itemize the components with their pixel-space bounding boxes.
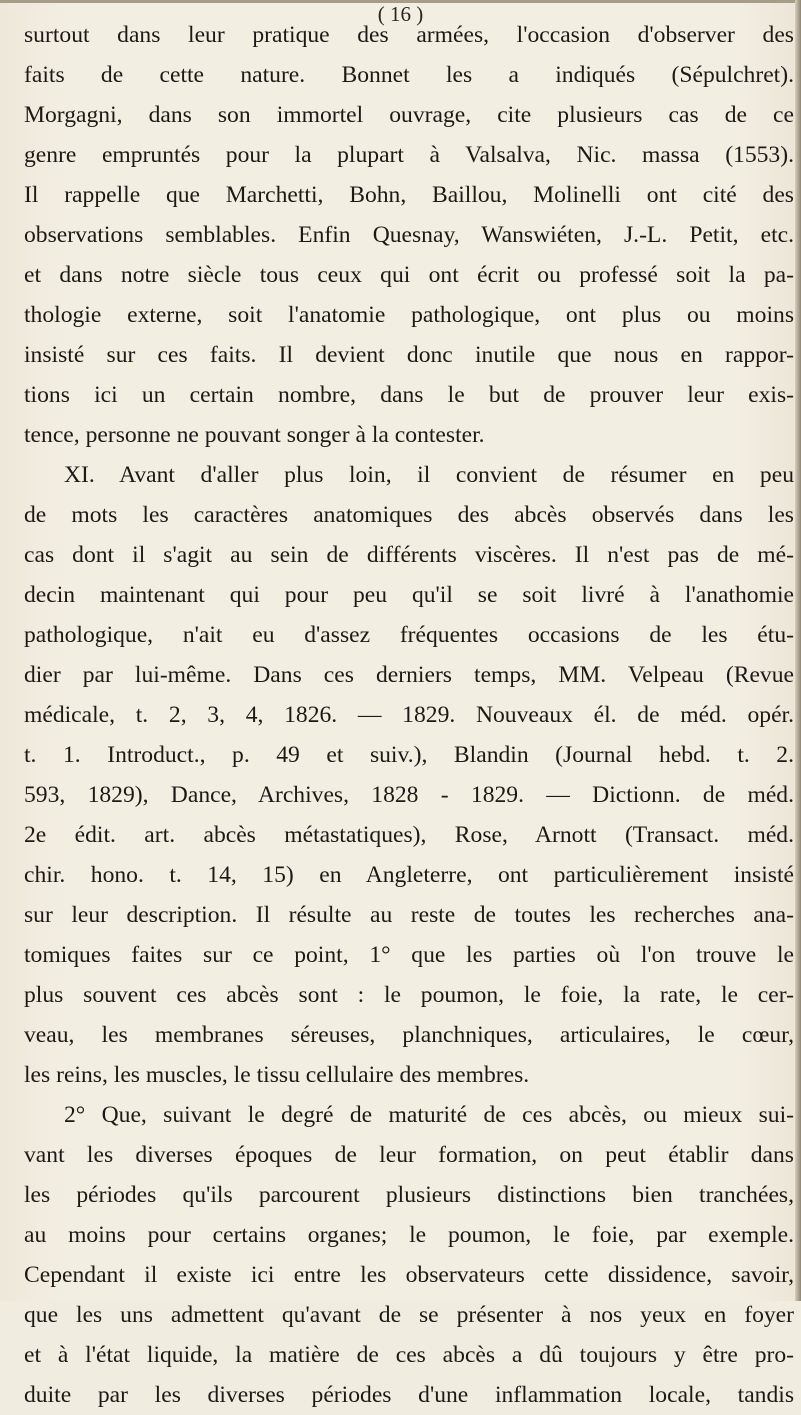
text-line: au moins pour certains organes; le poumon, le foie, par exemple. xyxy=(24,1222,794,1248)
text-line: t. 1. Introduct., p. 49 et suiv.), Blandin (Journal hebd. t. 2. xyxy=(24,742,794,768)
text-line: 593, 1829), Dance, Archives, 1828 - 1829. — Dictionn. de méd. xyxy=(24,782,794,808)
text-line: sur leur description. Il résulte au reste de toutes les recherches ana- xyxy=(24,902,794,928)
text-line: médicale, t. 2, 3, 4, 1826. — 1829. Nouveaux él. de méd. opér. xyxy=(24,702,794,728)
text-line: de mots les caractères anatomiques des abcès observés dans les xyxy=(24,502,794,528)
text-line: chir. hono. t. 14, 15) en Angleterre, ont particulièrement insisté xyxy=(24,862,794,888)
text-line: thologie externe, soit l'anatomie pathologique, ont plus ou moins xyxy=(24,302,794,328)
text-line: 2e édit. art. abcès métastatiques), Rose, Arnott (Transact. méd. xyxy=(24,822,794,848)
section-heading-line: XI. Avant d'aller plus loin, il convient de résumer en peu xyxy=(64,462,794,488)
text-line: cas dont il s'agit au sein de différents viscères. Il n'est pas de mé- xyxy=(24,542,794,568)
text-line: Morgagni, dans son immortel ouvrage, cite plusieurs cas de ce xyxy=(24,102,794,128)
text-line: veau, les membranes séreuses, planchniques, articulaires, le cœur, xyxy=(24,1022,794,1048)
text-line: tions ici un certain nombre, dans le but de prouver leur exis- xyxy=(24,382,794,408)
text-line: que les uns admettent qu'avant de se présenter à nos yeux en foyer xyxy=(24,1302,794,1328)
text-line: Il rappelle que Marchetti, Bohn, Baillou, Molinelli ont cité des xyxy=(24,182,794,208)
text-line: insisté sur ces faits. Il devient donc inutile que nous en rappor- xyxy=(24,342,794,368)
page-number: ( 16 ) xyxy=(377,2,424,26)
text-line: plus souvent ces abcès sont : le poumon, le foie, la rate, le cer- xyxy=(24,982,794,1008)
text-line: et dans notre siècle tous ceux qui ont écrit ou professé soit la pa- xyxy=(24,262,794,288)
text-line: les périodes qu'ils parcourent plusieurs distinctions bien tranchées, xyxy=(24,1182,794,1208)
text-line: 2° Que, suivant le degré de maturité de ces abcès, ou mieux sui- xyxy=(64,1102,794,1128)
text-line: pathologique, n'ait eu d'assez fréquentes occasions de les étu- xyxy=(24,622,794,648)
text-line: Cependant il existe ici entre les observateurs cette dissidence, savoir, xyxy=(24,1262,794,1288)
text-line: les reins, les muscles, le tissu cellulaire des membres. xyxy=(24,1062,530,1088)
page-right-edge xyxy=(795,0,801,1301)
text-line: dier par lui-même. Dans ces derniers temps, MM. Velpeau (Revue xyxy=(24,662,794,688)
text-line: genre empruntés pour la plupart à Valsalva, Nic. massa (1553). xyxy=(24,142,794,168)
text-line: duite par les diverses périodes d'une inflammation locale, tandis xyxy=(24,1382,794,1408)
text-line: decin maintenant qui pour peu qu'il se soit livré à l'anathomie xyxy=(24,582,794,608)
text-line: faits de cette nature. Bonnet les a indiqués (Sépulchret). xyxy=(24,62,794,88)
text-line: observations semblables. Enfin Quesnay, Wanswiéten, J.-L. Petit, etc. xyxy=(24,222,794,248)
text-line: et à l'état liquide, la matière de ces abcès a dû toujours y être pro- xyxy=(24,1342,794,1368)
text-line: tence, personne ne pouvant songer à la contester. xyxy=(24,422,485,448)
text-line: surtout dans leur pratique des armées, l'occasion d'observer des xyxy=(24,22,794,48)
text-line: vant les diverses époques de leur formation, on peut établir dans xyxy=(24,1142,794,1168)
body-text xyxy=(24,15,794,1415)
text-line: tomiques faites sur ce point, 1° que les parties où l'on trouve le xyxy=(24,942,794,968)
